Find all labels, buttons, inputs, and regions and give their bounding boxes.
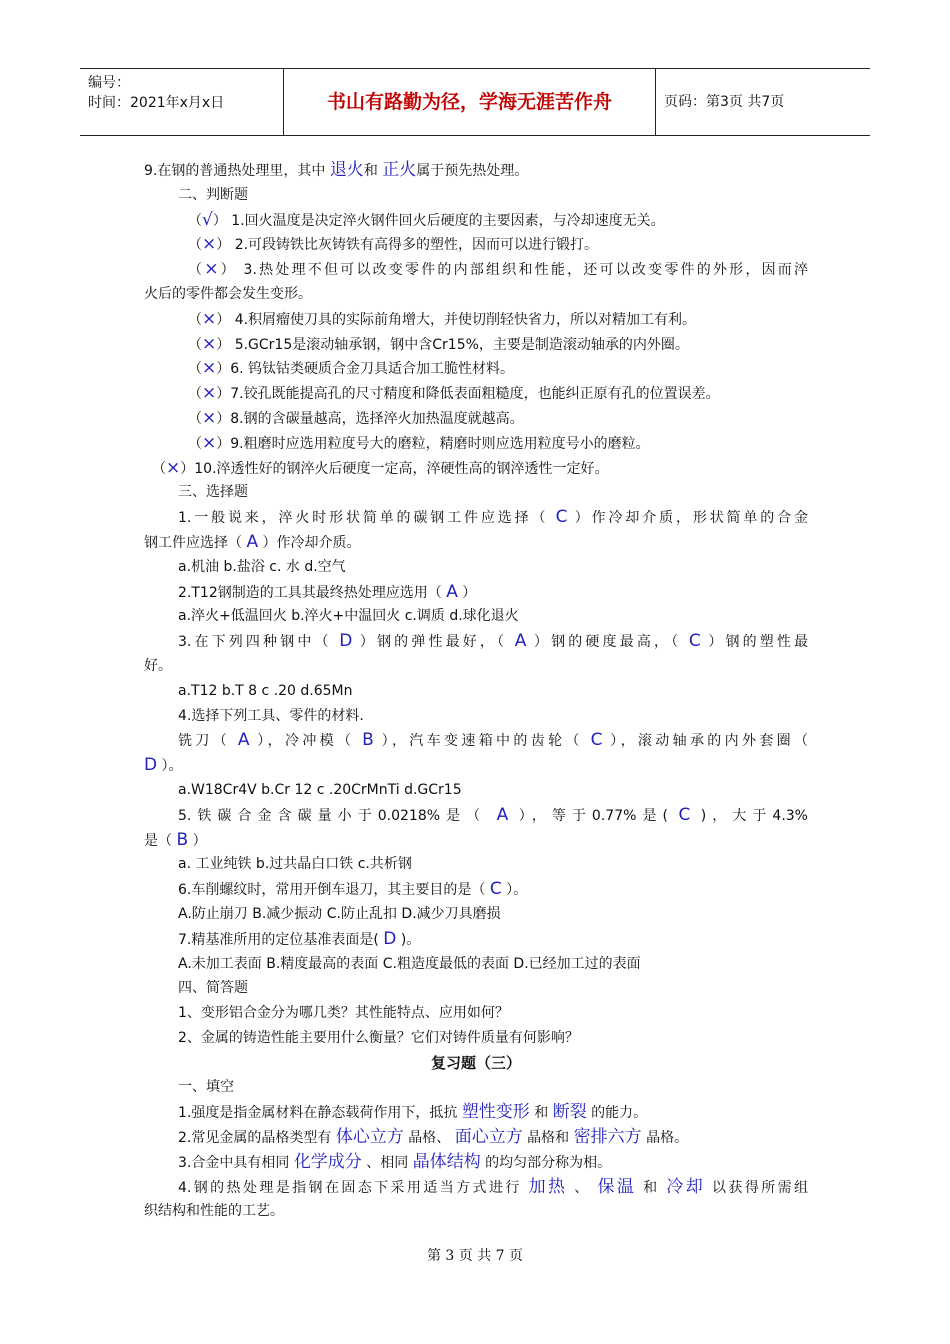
answer-text: D <box>144 755 158 776</box>
text-segment: a.淬火+低温回火 b.淬火+中温回火 c.调质 d.球化退火 <box>178 608 519 625</box>
text-line <box>144 555 808 580</box>
text-line <box>144 1001 808 1026</box>
answer-text: C <box>555 507 568 528</box>
text-segment: 晶格和 <box>522 1130 574 1147</box>
text-segment: 复习题（三） <box>430 1053 521 1072</box>
text-segment: )，大于4.3% <box>690 807 808 824</box>
text-segment: )。 <box>396 931 421 948</box>
text-segment: 、 <box>567 1179 598 1196</box>
text-line <box>144 530 808 555</box>
text-segment: ） <box>188 832 207 849</box>
text-segment: ）10.淬透性好的钢淬火后硬度一定高，淬硬性高的钢淬透性一定好。 <box>180 460 609 477</box>
text-segment: a.T12 b.T 8 c .20 d.65Mn <box>178 682 353 699</box>
answer-text: A <box>496 804 509 825</box>
document-number-label: 编号： <box>88 75 130 91</box>
text-segment: ），滚动轴承的内外套圈（ <box>602 733 809 750</box>
answer-text: × <box>202 407 217 428</box>
text-line <box>144 505 808 530</box>
answer-text: C <box>678 804 691 825</box>
text-segment: 铣刀（ <box>178 733 238 750</box>
answer-text: 晶体结构 <box>412 1151 481 1172</box>
text-segment: ）。 <box>501 882 528 899</box>
text-line <box>144 604 808 629</box>
text-segment: 3.在下列四种钢中（ <box>178 634 340 651</box>
answer-text: A <box>514 631 527 652</box>
text-line <box>144 679 808 704</box>
text-segment: 以获得所需组 <box>705 1179 809 1196</box>
text-segment: 四、简答题 <box>178 980 248 997</box>
text-line <box>144 431 808 456</box>
text-line <box>144 307 808 332</box>
text-line <box>144 356 808 381</box>
answer-text: D <box>383 928 397 949</box>
text-line <box>144 257 808 282</box>
text-segment: 7.精基准所用的定位基准表面是( <box>178 931 384 948</box>
text-line <box>144 728 808 753</box>
text-segment: 火后的零件都会发生变形。 <box>144 285 312 302</box>
answer-text: 密排六方 <box>573 1127 642 1148</box>
text-segment: （ <box>188 311 202 328</box>
text-segment: 二、判断题 <box>178 186 248 203</box>
answer-text: × <box>202 333 217 354</box>
text-line <box>144 976 808 1001</box>
text-segment: ）7.铰孔既能提高孔的尺寸精度和降低表面粗糙度，也能纠正原有孔的位置误差。 <box>216 386 720 403</box>
answer-text: 冷却 <box>666 1176 706 1197</box>
text-line <box>144 580 808 605</box>
header-page-code: 页码：第3页 共7页 <box>664 94 785 110</box>
text-line <box>144 183 808 208</box>
answer-text: 退火 <box>329 160 364 180</box>
text-segment: 的均匀部分称为相。 <box>480 1154 612 1171</box>
text-segment: 三、选择题 <box>178 484 248 501</box>
answer-text: × <box>202 234 217 255</box>
answer-text: 保温 <box>597 1176 637 1197</box>
text-segment: 4.钢的热处理是指钢在固态下采用适当方式进行 <box>178 1179 529 1196</box>
document-body <box>144 158 808 1224</box>
answer-text: A <box>237 730 250 751</box>
text-line <box>144 629 808 654</box>
text-segment: （ <box>188 262 205 279</box>
text-line <box>144 803 808 828</box>
document-time-label: 时间：2021年x月x日 <box>88 95 225 111</box>
text-segment: ），冷冲模（ <box>249 733 363 750</box>
answer-text: × <box>202 358 217 379</box>
text-segment: 6.车削螺纹时，常用开倒车退刀，其主要目的是（ <box>178 882 490 899</box>
text-segment: （ <box>152 460 166 477</box>
text-segment: ）9.粗磨时应选用粒度号大的磨粒，精磨时则应选用粒度号小的磨粒。 <box>216 435 650 452</box>
answer-text: 正火 <box>382 160 417 180</box>
answer-text: 面心立方 <box>454 1127 523 1148</box>
answer-text: B <box>176 829 189 850</box>
text-segment: （ <box>188 212 202 229</box>
page-header <box>80 68 870 136</box>
text-segment: 和 <box>636 1179 667 1196</box>
text-line <box>152 456 808 481</box>
text-segment: 和 <box>529 1105 553 1122</box>
text-line <box>144 406 808 431</box>
text-segment: ） <box>457 584 477 601</box>
text-line <box>144 828 808 853</box>
answer-text: × <box>204 259 219 280</box>
answer-text: × <box>202 308 217 329</box>
text-line <box>144 852 808 877</box>
text-segment: （ <box>188 237 202 254</box>
text-line <box>144 282 808 307</box>
text-line <box>144 753 808 778</box>
text-segment: 织结构和性能的工艺。 <box>144 1203 284 1220</box>
text-line <box>144 1075 808 1100</box>
text-segment: 3.合金中具有相同 <box>178 1154 294 1171</box>
text-segment: 、相同 <box>361 1154 413 1171</box>
text-line <box>144 1150 808 1175</box>
text-segment: 晶格。 <box>641 1130 689 1147</box>
text-line <box>144 1175 808 1200</box>
text-segment: 2.常见金属的晶格类型有 <box>178 1130 336 1147</box>
text-segment: ）钢的塑性最 <box>700 634 809 651</box>
text-line <box>144 332 808 357</box>
text-segment: 2、金属的铸造性能主要用什么衡量？它们对铸件质量有何影响？ <box>178 1029 579 1046</box>
text-segment: 1.强度是指金属材料在静态载荷作用下，抵抗 <box>178 1105 462 1122</box>
text-segment: 是（ <box>144 832 177 849</box>
answer-text: × <box>202 432 217 453</box>
text-segment: （ <box>188 410 202 427</box>
text-line <box>144 877 808 902</box>
text-segment: ）。 <box>157 758 183 775</box>
text-segment: A.防止崩刀 B.减少振动 C.防止乱扣 D.减少刀具磨损 <box>178 905 501 922</box>
text-line <box>144 381 808 406</box>
text-segment: ），汽车变速箱中的齿轮（ <box>373 733 591 750</box>
text-segment: ）作冷却介质。 <box>258 534 361 551</box>
answer-text: 塑性变形 <box>461 1102 530 1123</box>
text-segment: a.机油 b.盐浴 c. 水 d.空气 <box>178 558 346 575</box>
text-line <box>144 704 808 729</box>
text-segment: 1、变形铝合金分为哪几类？其性能特点、应用如何？ <box>178 1005 509 1022</box>
answer-text: × <box>202 383 217 404</box>
text-segment: 和 <box>363 163 383 179</box>
text-segment: 2.T12钢制造的工具其最终热处理应选用（ <box>178 584 447 601</box>
text-line <box>144 158 808 183</box>
text-line <box>144 902 808 927</box>
text-line <box>144 1125 808 1150</box>
answer-text: B <box>362 730 374 751</box>
text-line <box>144 480 808 505</box>
text-line <box>144 232 808 257</box>
text-segment: a. 工业纯铁 b.过共晶白口铁 c.共析钢 <box>178 856 412 873</box>
text-segment: 9.在钢的普通热处理里，其中 <box>144 163 330 179</box>
answer-text: 断裂 <box>552 1102 587 1123</box>
answer-text: D <box>339 631 353 652</box>
text-segment: ） 3.热处理不但可以改变零件的内部组织和性能，还可以改变零件的外形，因而淬 <box>218 262 809 279</box>
answer-text: 体心立方 <box>335 1127 404 1148</box>
answer-text: C <box>489 879 502 900</box>
header-motto: 书山有路勤为径，学海无涯苦作舟 <box>284 69 656 135</box>
text-segment: ） 5.GCr15是滚动轴承钢，钢中含Cr15%，主要是制造滚动轴承的内外圈。 <box>216 336 689 353</box>
text-segment: （ <box>188 336 202 353</box>
text-segment: 4.选择下列工具、零件的材料. <box>178 707 364 724</box>
text-line <box>144 778 808 803</box>
text-segment: 的能力。 <box>586 1105 648 1122</box>
text-line <box>144 1026 808 1051</box>
text-line <box>144 654 808 679</box>
text-segment: ）钢的弹性最好，（ <box>352 634 515 651</box>
answer-text: √ <box>202 209 213 230</box>
text-line <box>144 1051 808 1076</box>
text-segment: ）6. 钨钛钴类硬质合金刀具适合加工脆性材料。 <box>216 361 515 378</box>
text-segment: ）作冷却介质，形状简单的合金 <box>567 510 809 527</box>
answer-text: A <box>446 581 458 602</box>
text-segment: 好。 <box>144 657 172 674</box>
answer-text: C <box>688 631 701 652</box>
text-segment: 属于预先热处理。 <box>416 163 529 179</box>
text-segment: （ <box>188 435 202 452</box>
text-segment: ） 1.回火温度是决定淬火钢件回火后硬度的主要因素，与冷却速度无关。 <box>212 212 665 229</box>
text-segment: （ <box>188 361 202 378</box>
text-segment: 5.铁碳合金含碳量小于0.0218%是（ <box>178 807 497 824</box>
text-segment: ），等于0.77%是( <box>508 807 679 824</box>
page-footer: 第 3 页 共 7 页 <box>426 1248 524 1264</box>
answer-text: × <box>166 457 181 478</box>
text-segment: ） 4.积屑瘤使刀具的实际前角增大，并使切削轻快省力，所以对精加工有利。 <box>216 311 697 328</box>
answer-text: 化学成分 <box>293 1151 362 1172</box>
text-segment: 1.一般说来，淬火时形状简单的碳钢工件应选择（ <box>178 510 556 527</box>
text-segment: 钢工件应选择（ <box>144 534 247 551</box>
text-line <box>144 208 808 233</box>
answer-text: C <box>590 730 603 751</box>
text-line <box>144 952 808 977</box>
text-segment: 晶格、 <box>403 1130 455 1147</box>
text-segment: 一、填空 <box>178 1079 234 1096</box>
text-line <box>144 1199 808 1224</box>
text-segment: ）钢的硬度最高，（ <box>526 634 689 651</box>
answer-text: A <box>246 531 259 552</box>
answer-text: 加热 <box>528 1176 568 1197</box>
header-info-cell <box>80 69 284 135</box>
text-segment: a.W18Cr4V b.Cr 12 c .20CrMnTi d.GCr15 <box>178 781 462 798</box>
text-line <box>144 927 808 952</box>
text-line <box>144 1100 808 1125</box>
text-segment: （ <box>188 386 202 403</box>
text-segment: A.未加工表面 B.精度最高的表面 C.粗造度最低的表面 D.已经加工过的表面 <box>178 955 641 972</box>
text-segment: ） 2.可段铸铁比灰铸铁有高得多的塑性，因而可以进行锻打。 <box>216 237 599 254</box>
text-segment: ）8.钢的含碳量越高，选择淬火加热温度就越高。 <box>216 410 524 427</box>
